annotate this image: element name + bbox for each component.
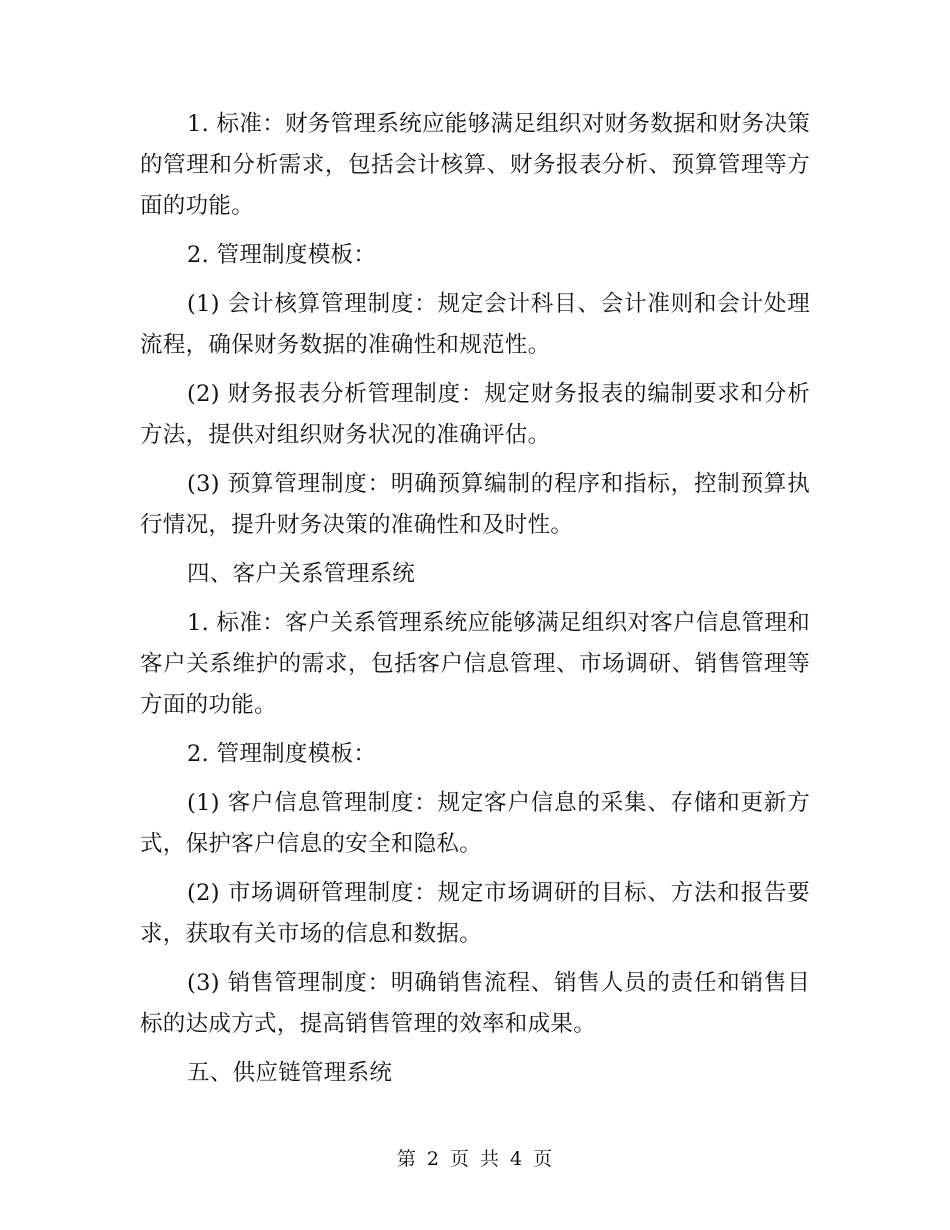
paragraph-accounting-system: (1) 会计核算管理制度：规定会计科目、会计准则和会计处理流程，确保财务数据的准确性和规范性。	[140, 291, 810, 358]
paragraph-customer-info-system: (1) 客户信息管理制度：规定客户信息的采集、存储和更新方式，保护客户信息的安全和隐私。	[140, 790, 810, 857]
section-heading-crm: 四、客户关系管理系统	[187, 561, 416, 587]
paragraph-finance-standard: 1. 标准：财务管理系统应能够满足组织对财务数据和财务决策的管理和分析需求，包括会计核算、财务报表分析、预算管理等方面的功能。	[140, 111, 810, 219]
paragraph-finance-template-heading: 2. 管理制度模板：	[187, 242, 377, 268]
paragraph-budget-system: (3) 预算管理制度：明确预算编制的程序和指标，控制预算执行情况，提升财务决策的准确性和及时性。	[140, 471, 810, 538]
paragraph-market-research-system: (2) 市场调研管理制度：规定市场调研的目标、方法和报告要求，获取有关市场的信息和数据。	[140, 880, 810, 947]
document-body	[140, 104, 810, 1102]
paragraph-report-analysis-system: (2) 财务报表分析管理制度：规定财务报表的编制要求和分析方法，提供对组织财务状况的准确评估。	[140, 381, 810, 448]
paragraph-sales-system: (3) 销售管理制度：明确销售流程、销售人员的责任和销售目标的达成方式，提高销售管理的效率和成果。	[140, 970, 810, 1037]
page-number-footer: 第 2 页 共 4 页	[396, 1148, 554, 1170]
paragraph-crm-template-heading: 2. 管理制度模板：	[187, 741, 377, 767]
section-heading-supply-chain: 五、供应链管理系统	[187, 1060, 393, 1086]
paragraph-crm-standard: 1. 标准：客户关系管理系统应能够满足组织对客户信息管理和客户关系维护的需求，包括客户信息管理、市场调研、销售管理等方面的功能。	[140, 610, 810, 718]
